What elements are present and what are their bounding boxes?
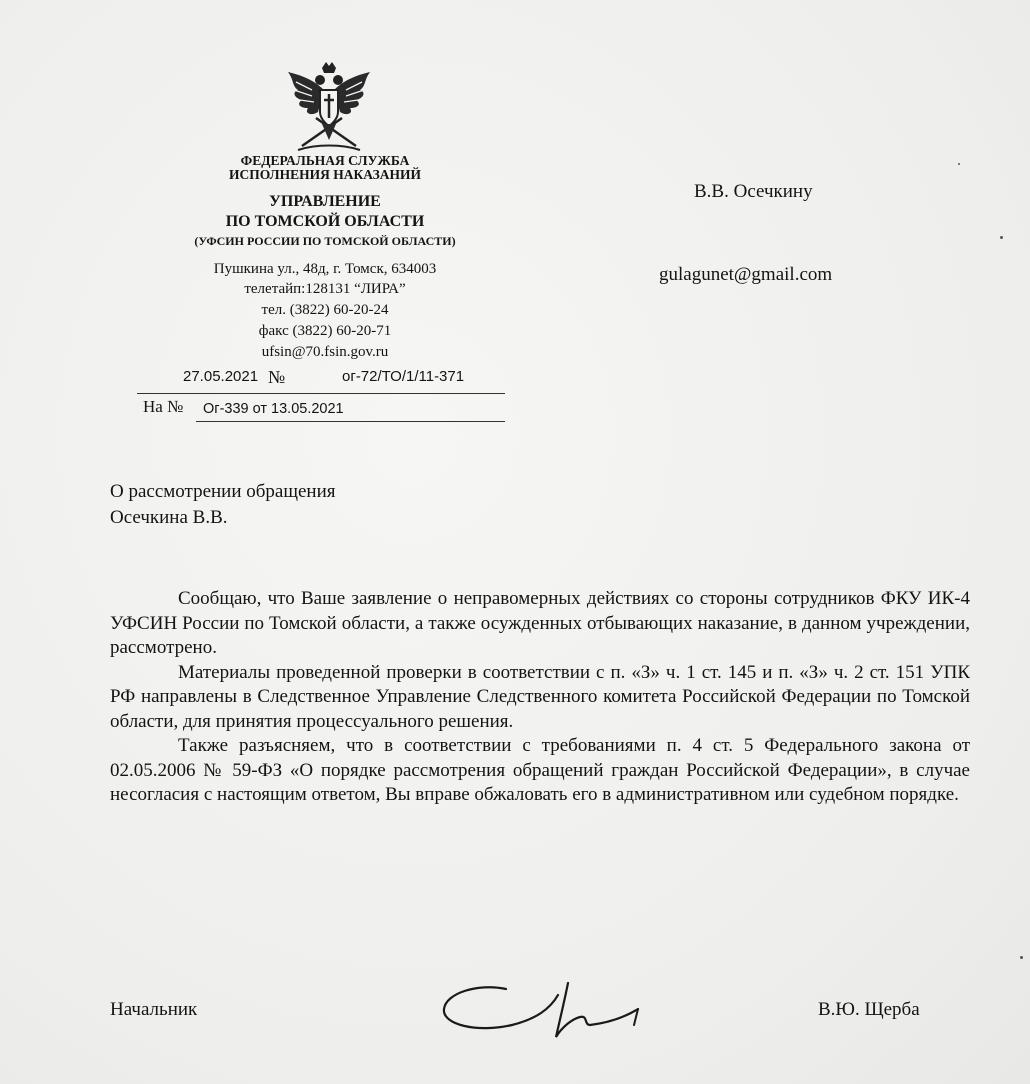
fax-number: факс (3822) 60-20-71 <box>258 323 392 339</box>
scan-speck <box>1000 236 1003 239</box>
phone-number: тел. (3822) 60-20-24 <box>261 302 389 318</box>
letter-body <box>110 587 970 808</box>
reply-to-reference: Ог-339 от 13.05.2021 <box>203 401 344 417</box>
org-email: ufsin@70.fsin.gov.ru <box>261 344 389 360</box>
body-paragraph: Сообщаю, что Ваше заявление о неправомерных действиях со стороны сотрудников ФКУ ИК-4 УФСИН России по Томской области, а также осужденных отбывающих наказание, в данном учреждении, рассмотрено. <box>110 588 970 658</box>
postal-address: Пушкина ул., 48д, г. Томск, 634003 <box>213 261 437 277</box>
body-paragraph: Материалы проведенной проверки в соответствии с п. «З» ч. 1 ст. 145 и п. «З» ч. 2 ст. 151 УПК РФ направлены в Следственное Управление Следственного комитета Российской Федерации по Томской области, для принятия процессуального решения. <box>110 661 970 732</box>
registration-number-sign: № <box>268 367 286 387</box>
scan-speck <box>958 163 960 165</box>
body-paragraph: Также разъясняем, что в соответствии с требованиями п. 4 ст. 5 Федерального закона от 02.05.2006 № 59-ФЗ «О порядке рассмотрения обращений граждан Российской Федерации», в случае несогласия с настоящим ответом, Вы вправе обжаловать его в административном или судебном порядке. <box>110 735 970 805</box>
teletype: телетайп:128131 “ЛИРА” <box>244 281 406 297</box>
org-name-line2: ИСПОЛНЕНИЯ НАКАЗАНИЙ <box>228 167 422 182</box>
department-line1: УПРАВЛЕНИЕ <box>269 193 381 210</box>
org-name-line1: ФЕДЕРАЛЬНАЯ СЛУЖБА <box>240 153 410 168</box>
registration-number: ог-72/ТО/1/11-371 <box>342 368 465 385</box>
eagle-emblem-icon <box>282 60 376 156</box>
scan-speck <box>1020 956 1023 959</box>
reply-to-label: На № <box>143 397 184 416</box>
signatory-name: В.Ю. Щерба <box>818 999 920 1020</box>
recipient-email: gulagunet@gmail.com <box>659 264 833 285</box>
department-line2: ПО ТОМСКОЙ ОБЛАСТИ <box>225 213 425 230</box>
registration-underline <box>137 393 505 394</box>
department-abbreviation: (УФСИН РОССИИ ПО ТОМСКОЙ ОБЛАСТИ) <box>194 234 456 248</box>
subject-line2: Осечкина В.В. <box>110 507 228 528</box>
reply-to-underline <box>196 421 505 422</box>
handwritten-signature-icon <box>438 975 658 1055</box>
subject-line1: О рассмотрении обращения <box>110 481 336 502</box>
recipient-name: В.В. Осечкину <box>694 181 813 202</box>
registration-date: 27.05.2021 <box>183 368 259 385</box>
signatory-title: Начальник <box>110 999 198 1020</box>
